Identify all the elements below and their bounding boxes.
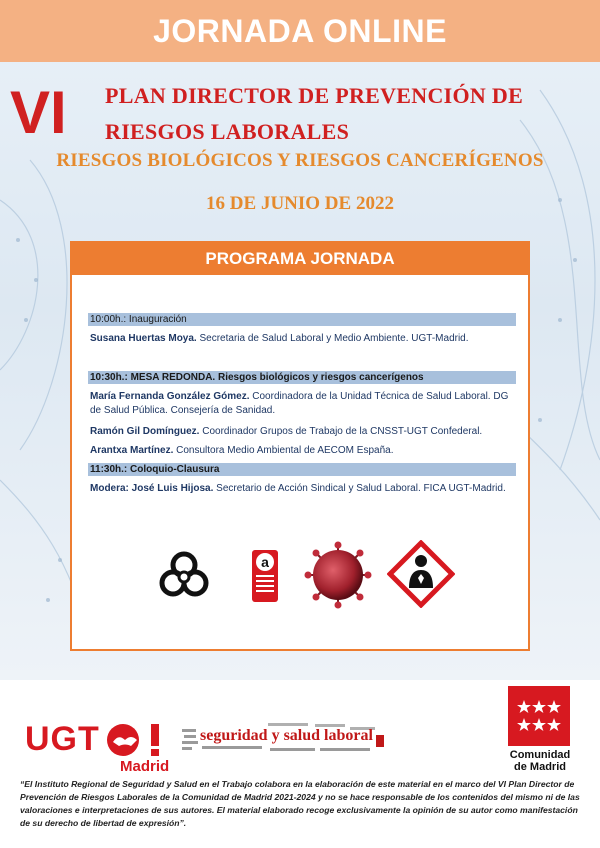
speaker-role: Secretario de Acción Sindical y Salud Laboral. FICA UGT-Madrid. bbox=[213, 483, 506, 494]
exclamation-icon bbox=[149, 724, 161, 756]
ugt-logo-text: UGT bbox=[25, 720, 100, 758]
cm-name-line1: Comunidad bbox=[509, 749, 571, 761]
session-heading: 11:30h.: Coloquio-Clausura bbox=[88, 463, 516, 476]
speaker-name: Susana Huertas Moya. bbox=[90, 333, 197, 344]
ugt-region-label: Madrid bbox=[120, 758, 170, 775]
top-banner bbox=[0, 0, 600, 62]
program-title: PROGRAMA JORNADA bbox=[205, 249, 395, 268]
ugt-madrid-logo bbox=[25, 720, 170, 775]
virus-icon bbox=[303, 540, 373, 610]
speaker-name: Modera: José Luis Hijosa. bbox=[90, 483, 214, 494]
speaker-role: Secretaria de Salud Laboral y Medio Ambiente. UGT-Madrid. bbox=[196, 333, 469, 344]
speaker-entry bbox=[90, 482, 510, 496]
event-subtitle: RIESGOS BIOLÓGICOS Y RIESGOS CANCERÍGENOS bbox=[56, 150, 544, 171]
health-hazard-pictogram-icon bbox=[387, 540, 455, 608]
speaker-name: María Fernanda González Gómez. bbox=[90, 391, 250, 402]
cm-name-line2: de Madrid bbox=[514, 761, 566, 773]
banner-title: JORNADA ONLINE bbox=[153, 12, 447, 49]
handshake-icon bbox=[105, 722, 145, 758]
session-heading: 10:30h.: MESA REDONDA. Riesgos biológicos y riesgos cancerígenos bbox=[88, 371, 516, 384]
svg-text:a: a bbox=[261, 554, 269, 570]
plan-title: PLAN DIRECTOR DE PREVENCIÓN DE RIESGOS LABORALES bbox=[105, 83, 524, 144]
event-date: 16 DE JUNIO DE 2022 bbox=[206, 193, 394, 214]
hazard-icons bbox=[155, 540, 455, 610]
comunidad-madrid-logo bbox=[508, 686, 572, 773]
speaker-entry bbox=[90, 444, 510, 458]
speaker-entry bbox=[90, 390, 510, 418]
program-header bbox=[72, 243, 528, 275]
disclaimer-text: “El Instituto Regional de Seguridad y Salud en el Trabajo colabora en la elaboración de este material en el marco del VI Plan Director de Prevención de Riesgos Laborales de la Comunidad de Madrid 2021-2024 y no se hace responsable de los contenidos del mismo ni de las valoraciones e interpretaciones de sus autores. El material elaborado recoge exclusivamente la opinión de su autor como manifestación de su derecho de libertad de expresión”. bbox=[20, 779, 580, 828]
speaker-role: Consultora Medio Ambiental de AECOM España. bbox=[173, 445, 394, 456]
biohazard-icon bbox=[157, 548, 211, 602]
speaker-name: Ramón Gil Domínguez. bbox=[90, 426, 200, 437]
session-heading: 10:00h.: Inauguración bbox=[88, 313, 516, 326]
ssl-logo-text: seguridad y salud laboral bbox=[200, 727, 373, 744]
speaker-entry bbox=[90, 425, 510, 439]
stars-icon bbox=[508, 686, 570, 746]
seguridad-salud-laboral-logo bbox=[180, 727, 380, 751]
speaker-role: Coordinador Grupos de Trabajo de la CNSST-UGT Confederal. bbox=[199, 426, 483, 437]
madrid-flag bbox=[508, 686, 570, 746]
speaker-role: Coordinadora de la Unidad Técnica de Salud Laboral. DG de Salud Pública. Consejería de Sanidad. bbox=[90, 391, 509, 416]
carcinogen-label-icon bbox=[250, 548, 280, 604]
speaker-entry bbox=[90, 332, 510, 346]
edition-numeral: VI bbox=[10, 79, 67, 146]
speaker-name: Arantxa Martínez. bbox=[90, 445, 174, 456]
